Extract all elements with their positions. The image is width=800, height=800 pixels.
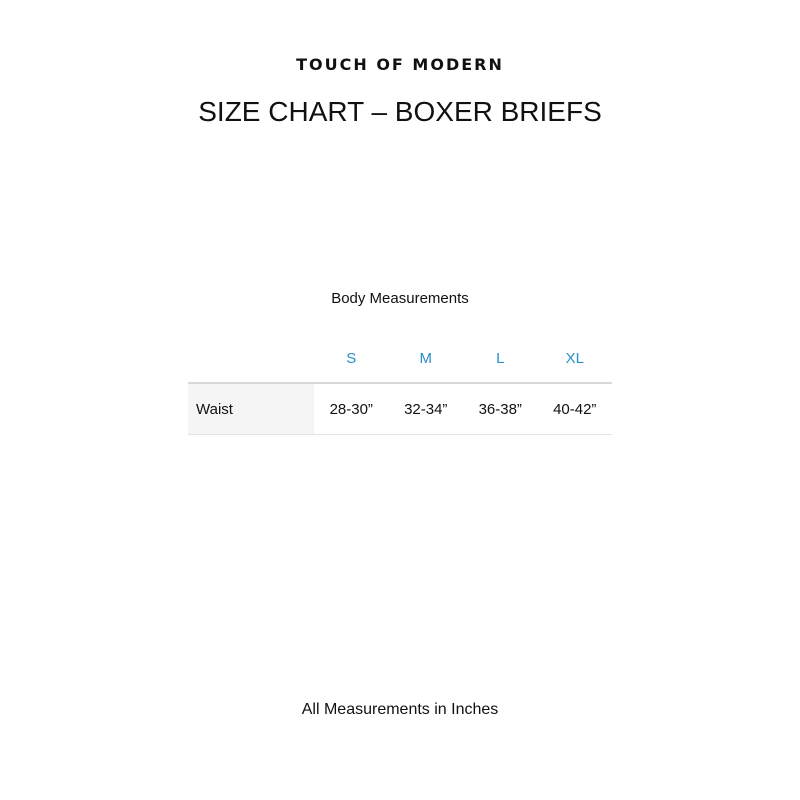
table-caption: Body Measurements [331, 290, 469, 307]
page-title: SIZE CHART – BOXER BRIEFS [198, 96, 602, 127]
size-header-row [188, 335, 612, 383]
size-chart-table [188, 335, 612, 435]
waist-value-l: 36-38” [463, 383, 538, 435]
waist-value-s: 28-30” [314, 383, 389, 435]
units-note: All Measurements in Inches [301, 701, 499, 718]
row-label-waist: Waist [188, 383, 314, 435]
waist-value-m: 32-34” [389, 383, 464, 435]
header-corner-cell [188, 335, 314, 383]
size-header-xl: XL [538, 335, 613, 383]
size-header-m: M [389, 335, 464, 383]
table-row [188, 383, 612, 435]
size-header-s: S [314, 335, 389, 383]
waist-value-xl: 40-42” [538, 383, 613, 435]
brand-logo: TOUCH OF MODERN [296, 55, 504, 74]
size-header-l: L [463, 335, 538, 383]
